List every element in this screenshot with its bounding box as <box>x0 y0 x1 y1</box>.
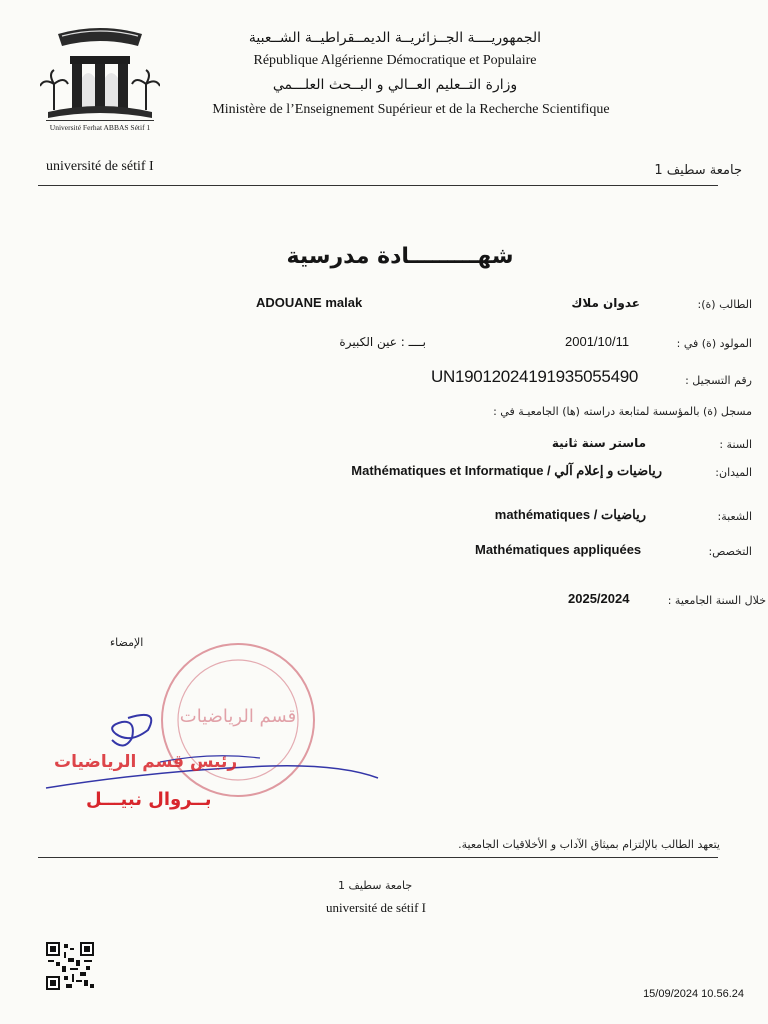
certificate-title: شهـــــــــادة مدرسية <box>286 244 514 269</box>
field-value: رياضيات و إعلام آلي / Mathématiques et Informatique <box>351 463 662 478</box>
ministry-french: Ministère de l’Enseignement Supérieur et de la Recherche Scientifique <box>212 102 610 117</box>
birth-label: المولود (ة) في : <box>676 337 752 350</box>
student-name-arabic: عدوان ملاك <box>571 296 640 310</box>
year-value: ماستر سنة ثانية <box>551 436 646 450</box>
registration-label: رقم التسجيل : <box>685 374 752 387</box>
specialty-value: Mathématiques appliquées <box>475 542 642 557</box>
academic-year-label: خلال السنة الجامعية : <box>667 594 766 607</box>
birth-date: 2001/10/11 <box>565 334 630 349</box>
university-name-arabic: جامعة سطيف 1 <box>654 163 742 178</box>
print-timestamp: 15/09/2024 10.56.24 <box>643 988 744 1000</box>
university-logo <box>40 20 160 136</box>
student-pledge: يتعهد الطالب بالإلتزام بميثاق الآداب و الأخلاقيات الجامعية. <box>458 838 720 851</box>
registration-number: UN19012024191935055490 <box>431 367 639 386</box>
signature-label: الإمضاء <box>110 636 144 649</box>
field-label: الميدان: <box>715 466 752 479</box>
qr-code <box>46 942 94 990</box>
student-label: الطالب (ة): <box>697 298 752 311</box>
enrollment-statement: مسجل (ة) بالمؤسسة لمتابعة دراسته (ها) الجامعيـة في : <box>493 405 752 418</box>
footer-university-french: université de sétif I <box>326 900 426 915</box>
specialty-label: التخصص: <box>708 545 752 558</box>
stamp-text: قسم الرياضيات <box>179 706 297 727</box>
signer-title: رئيس قسم الرياضيات <box>54 752 238 772</box>
header-divider <box>38 185 718 186</box>
student-name-french: ADOUANE malak <box>256 295 363 310</box>
republic-arabic: الجمهوريــــة الجــزائريــة الديمــقراطيــة الشــعبية <box>248 30 542 46</box>
signer-name: بــروال نبيـــل <box>86 789 212 810</box>
branch-value: رياضيات / mathématiques <box>494 507 646 522</box>
ministry-arabic: وزارة التــعليم العــالي و البــحث العلـــمي <box>272 77 518 93</box>
university-name-french: université de sétif I <box>46 159 154 174</box>
year-label: السنة : <box>719 438 752 451</box>
academic-year-value: 2025/2024 <box>568 591 630 606</box>
footer-divider <box>38 857 718 858</box>
logo-caption: Université Ferhat ABBAS Sétif 1 <box>49 123 151 132</box>
birth-place: بــــ : عين الكبيرة <box>339 335 426 349</box>
republic-french: République Algérienne Démocratique et Populaire <box>253 53 537 68</box>
footer-university-arabic: جامعة سطيف 1 <box>338 879 413 892</box>
branch-label: الشعبة: <box>717 510 752 523</box>
